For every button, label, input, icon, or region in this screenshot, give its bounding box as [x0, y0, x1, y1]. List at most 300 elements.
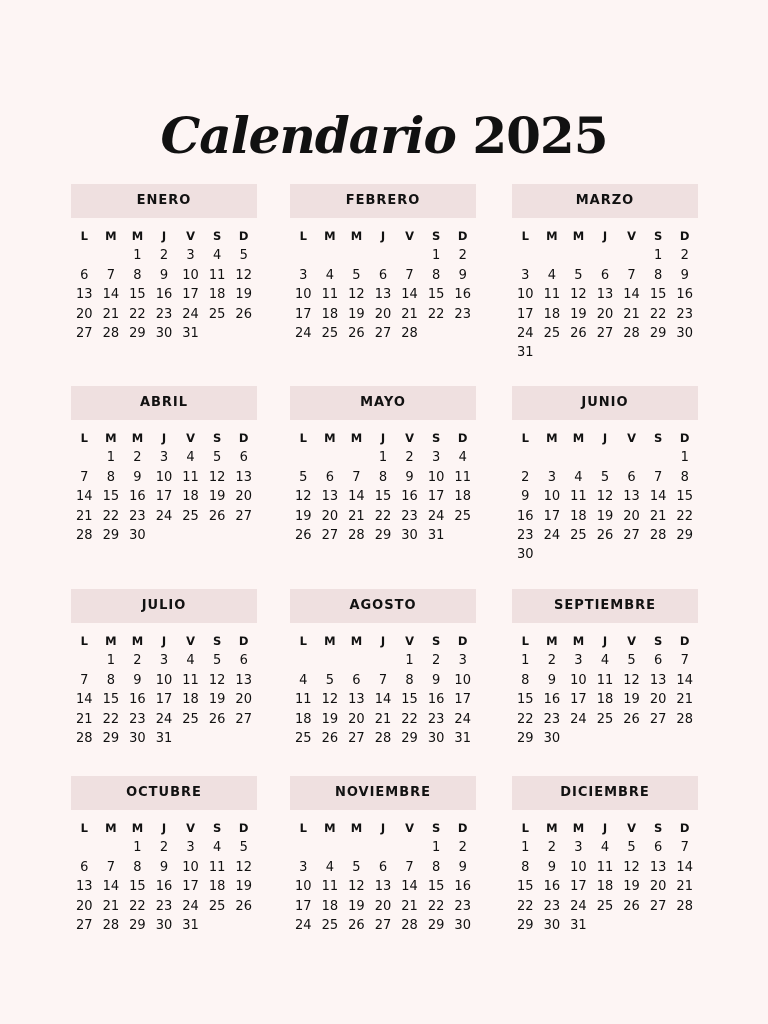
day-cell: 22 — [129, 306, 146, 322]
empty-cell — [317, 448, 344, 467]
day-cell: 17 — [182, 879, 199, 895]
day-cell: 9 — [159, 267, 169, 283]
day-cell: 26 — [321, 730, 339, 746]
day-cell: 4 — [325, 267, 334, 283]
day-cell: 30 — [517, 547, 534, 563]
day-cell: 2 — [159, 248, 169, 264]
day-cell: 24 — [427, 508, 445, 524]
empty-cell — [343, 448, 370, 467]
day-cell: 7 — [80, 672, 89, 688]
day-cell: 19 — [348, 898, 365, 914]
day-cell: 20 — [348, 711, 365, 727]
day-cell: 7 — [378, 672, 388, 688]
day-cell: 17 — [570, 879, 587, 895]
day-cell: 26 — [235, 898, 252, 914]
day-cell: 15 — [129, 287, 146, 303]
day-cell: 21 — [102, 306, 120, 322]
weekday-label: J — [161, 229, 167, 243]
day-cell: 13 — [374, 287, 392, 303]
day-cell: 15 — [374, 489, 392, 505]
weekday-label: S — [212, 634, 222, 648]
day-cell: 23 — [543, 898, 561, 914]
empty-cell — [98, 838, 125, 857]
weekday-label: M — [324, 229, 336, 243]
day-cell: 21 — [401, 898, 418, 914]
day-cell: 4 — [299, 672, 308, 688]
day-cell: 14 — [348, 489, 365, 505]
day-cell: 22 — [374, 508, 392, 524]
day-cell: 3 — [299, 267, 308, 283]
day-cell: 6 — [653, 840, 663, 856]
day-cell: 5 — [239, 248, 248, 264]
day-cell: 5 — [352, 859, 361, 875]
day-cell: 2 — [547, 840, 556, 856]
weekday-label: J — [380, 431, 386, 445]
day-cell: 7 — [680, 653, 689, 669]
day-cell: 10 — [427, 469, 445, 485]
day-cell: 15 — [649, 287, 667, 303]
day-cell: 12 — [295, 489, 312, 505]
day-cell: 20 — [649, 692, 667, 708]
day-cell: 27 — [623, 527, 640, 543]
day-cell: 28 — [649, 527, 667, 543]
day-cell: 6 — [600, 267, 610, 283]
weekday-label: V — [627, 634, 637, 648]
day-cell: 5 — [627, 653, 636, 669]
day-cell: 12 — [235, 267, 252, 283]
day-cell: 16 — [517, 508, 534, 524]
day-cell: 1 — [405, 653, 414, 669]
day-cell: 17 — [517, 306, 534, 322]
day-cell: 25 — [543, 325, 561, 341]
month-header: ABRIL — [71, 386, 257, 420]
day-cell: 27 — [76, 917, 93, 933]
weekday-label: D — [238, 634, 249, 648]
weekday-label: D — [457, 821, 468, 835]
day-cell: 15 — [102, 489, 120, 505]
day-cell: 22 — [517, 898, 534, 914]
day-cell: 21 — [76, 508, 93, 524]
day-cell: 4 — [600, 840, 610, 856]
day-cell: 18 — [182, 692, 199, 708]
day-cell: 8 — [521, 859, 530, 875]
empty-cell — [317, 246, 344, 265]
day-cell: 11 — [454, 469, 471, 485]
day-cell: 4 — [600, 653, 610, 669]
weekday-label: V — [186, 821, 196, 835]
day-cell: 3 — [458, 653, 467, 669]
day-cell: 28 — [401, 917, 418, 933]
day-cell: 13 — [76, 287, 93, 303]
title-script: Calendario — [160, 105, 456, 165]
empty-cell — [396, 246, 423, 265]
weekday-label: S — [212, 229, 222, 243]
day-cell: 30 — [543, 917, 561, 933]
day-cell: 3 — [186, 248, 195, 264]
day-cell: 9 — [547, 672, 556, 688]
day-cell: 14 — [401, 879, 418, 895]
day-cell: 27 — [374, 325, 392, 341]
weekday-label: L — [80, 821, 88, 835]
empty-cell — [343, 838, 370, 857]
day-cell: 31 — [182, 325, 199, 341]
day-cell: 20 — [76, 306, 93, 322]
weekday-label: J — [602, 634, 608, 648]
day-cell: 12 — [623, 672, 640, 688]
day-cell: 31 — [182, 917, 199, 933]
month-grid — [512, 819, 698, 935]
day-cell: 29 — [102, 527, 120, 543]
day-cell: 18 — [208, 879, 226, 895]
day-cell: 14 — [623, 287, 640, 303]
day-cell: 27 — [649, 898, 667, 914]
month-header: FEBRERO — [290, 184, 476, 218]
weekday-label: J — [602, 229, 608, 243]
day-cell: 20 — [374, 898, 392, 914]
weekday-label: J — [161, 821, 167, 835]
weekday-label: S — [431, 821, 441, 835]
day-cell: 10 — [454, 672, 471, 688]
day-cell: 14 — [649, 489, 667, 505]
day-cell: 27 — [321, 527, 339, 543]
empty-cell — [98, 246, 125, 265]
weekday-label: M — [105, 431, 117, 445]
day-cell: 12 — [321, 692, 339, 708]
day-cell: 30 — [155, 325, 173, 341]
weekday-label: M — [131, 821, 144, 835]
day-cell: 2 — [431, 653, 441, 669]
day-cell: 7 — [627, 267, 636, 283]
day-cell: 25 — [321, 325, 339, 341]
day-cell: 19 — [570, 306, 587, 322]
day-cell: 8 — [405, 672, 414, 688]
day-cell: 25 — [295, 730, 312, 746]
day-cell: 27 — [374, 917, 392, 933]
day-cell: 7 — [405, 859, 414, 875]
day-cell: 14 — [76, 692, 93, 708]
empty-cell — [290, 448, 317, 467]
month-marzo — [512, 184, 698, 363]
day-cell: 25 — [208, 898, 226, 914]
day-cell: 16 — [427, 692, 445, 708]
day-cell: 31 — [570, 917, 587, 933]
day-cell: 5 — [574, 267, 583, 283]
weekday-label: M — [350, 431, 363, 445]
day-cell: 7 — [405, 267, 414, 283]
day-cell: 4 — [458, 450, 467, 466]
day-cell: 10 — [570, 859, 587, 875]
day-cell: 5 — [352, 267, 361, 283]
day-cell: 13 — [649, 859, 667, 875]
month-grid — [290, 632, 476, 748]
day-cell: 27 — [649, 711, 667, 727]
day-cell: 5 — [627, 840, 636, 856]
weekday-label: V — [405, 821, 415, 835]
weekday-label: M — [324, 634, 336, 648]
day-cell: 2 — [458, 840, 467, 856]
day-cell: 20 — [596, 306, 614, 322]
day-cell: 23 — [401, 508, 418, 524]
day-cell: 6 — [378, 859, 388, 875]
day-cell: 12 — [596, 489, 614, 505]
weekday-label: M — [105, 821, 117, 835]
day-cell: 7 — [106, 267, 115, 283]
day-cell: 1 — [431, 248, 441, 264]
day-cell: 21 — [348, 508, 365, 524]
day-cell: 13 — [623, 489, 640, 505]
day-cell: 11 — [182, 469, 199, 485]
day-cell: 9 — [133, 672, 142, 688]
day-cell: 17 — [182, 287, 199, 303]
day-cell: 10 — [295, 879, 312, 895]
day-cell: 20 — [321, 508, 339, 524]
day-cell: 16 — [129, 692, 146, 708]
day-cell: 18 — [182, 489, 199, 505]
month-grid — [290, 429, 476, 545]
day-cell: 30 — [427, 730, 445, 746]
day-cell: 12 — [348, 287, 365, 303]
empty-cell — [565, 246, 592, 265]
day-cell: 9 — [521, 489, 530, 505]
month-grid — [512, 429, 698, 565]
day-cell: 4 — [325, 859, 334, 875]
day-cell: 1 — [521, 653, 530, 669]
day-cell: 13 — [235, 672, 252, 688]
weekday-label: L — [299, 229, 307, 243]
day-cell: 22 — [401, 711, 418, 727]
day-cell: 13 — [596, 287, 614, 303]
day-cell: 29 — [129, 325, 146, 341]
day-cell: 29 — [676, 527, 693, 543]
empty-cell — [370, 246, 397, 265]
day-cell: 26 — [208, 711, 226, 727]
day-cell: 23 — [129, 711, 146, 727]
day-cell: 18 — [596, 879, 614, 895]
day-cell: 2 — [521, 469, 530, 485]
day-cell: 28 — [401, 325, 418, 341]
day-cell: 6 — [378, 267, 388, 283]
day-cell: 27 — [76, 325, 93, 341]
weekday-label: V — [186, 634, 196, 648]
day-cell: 28 — [76, 527, 93, 543]
day-cell: 22 — [129, 898, 146, 914]
day-cell: 26 — [235, 306, 252, 322]
day-cell: 3 — [186, 840, 195, 856]
month-grid — [71, 429, 257, 545]
day-cell: 4 — [212, 248, 222, 264]
day-cell: 2 — [458, 248, 467, 264]
day-cell: 2 — [547, 653, 556, 669]
day-cell: 7 — [106, 859, 115, 875]
day-cell: 30 — [676, 325, 693, 341]
day-cell: 13 — [321, 489, 339, 505]
weekday-label: V — [627, 431, 637, 445]
empty-cell — [317, 651, 344, 670]
day-cell: 3 — [547, 469, 556, 485]
weekday-label: M — [131, 229, 144, 243]
day-cell: 6 — [627, 469, 636, 485]
weekday-label: M — [350, 821, 363, 835]
day-cell: 28 — [102, 917, 120, 933]
day-cell: 15 — [517, 692, 534, 708]
day-cell: 8 — [521, 672, 530, 688]
month-header: SEPTIEMBRE — [512, 589, 698, 623]
weekday-label: M — [572, 431, 585, 445]
day-cell: 11 — [570, 489, 587, 505]
day-cell: 17 — [454, 692, 471, 708]
day-cell: 9 — [547, 859, 556, 875]
day-cell: 9 — [133, 469, 142, 485]
day-cell: 1 — [133, 248, 142, 264]
day-cell: 3 — [574, 653, 583, 669]
day-cell: 30 — [401, 527, 418, 543]
day-cell: 7 — [352, 469, 361, 485]
day-cell: 19 — [623, 692, 640, 708]
day-cell: 21 — [676, 692, 693, 708]
day-cell: 26 — [596, 527, 614, 543]
day-cell: 19 — [208, 692, 226, 708]
weekday-label: L — [80, 634, 88, 648]
month-header: OCTUBRE — [71, 776, 257, 810]
day-cell: 16 — [676, 287, 693, 303]
day-cell: 3 — [159, 450, 169, 466]
day-cell: 21 — [102, 898, 120, 914]
day-cell: 14 — [76, 489, 93, 505]
empty-cell — [539, 448, 566, 467]
day-cell: 17 — [295, 898, 312, 914]
day-cell: 25 — [182, 711, 199, 727]
day-cell: 15 — [517, 879, 534, 895]
day-cell: 24 — [517, 325, 534, 341]
weekday-label: V — [405, 634, 415, 648]
day-cell: 8 — [431, 859, 441, 875]
day-cell: 6 — [352, 672, 361, 688]
day-cell: 10 — [543, 489, 561, 505]
month-header: JULIO — [71, 589, 257, 623]
weekday-label: M — [105, 634, 117, 648]
day-cell: 29 — [517, 730, 534, 746]
weekday-label: L — [80, 229, 88, 243]
day-cell: 26 — [295, 527, 312, 543]
day-cell: 16 — [543, 692, 561, 708]
weekday-label: J — [602, 821, 608, 835]
day-cell: 23 — [129, 508, 146, 524]
weekday-label: S — [212, 431, 222, 445]
day-cell: 23 — [454, 306, 471, 322]
day-cell: 14 — [676, 859, 693, 875]
day-cell: 13 — [374, 879, 392, 895]
day-cell: 20 — [235, 489, 252, 505]
empty-cell — [592, 246, 619, 265]
empty-cell — [539, 246, 566, 265]
day-cell: 16 — [401, 489, 418, 505]
day-cell: 18 — [321, 306, 339, 322]
day-cell: 13 — [348, 692, 365, 708]
day-cell: 30 — [129, 730, 146, 746]
day-cell: 11 — [295, 692, 312, 708]
day-cell: 8 — [680, 469, 689, 485]
day-cell: 1 — [133, 840, 142, 856]
day-cell: 4 — [186, 653, 195, 669]
month-header: NOVIEMBRE — [290, 776, 476, 810]
day-cell: 28 — [676, 711, 693, 727]
day-cell: 14 — [374, 692, 392, 708]
month-agosto — [290, 589, 476, 748]
weekday-label: D — [679, 229, 690, 243]
day-cell: 1 — [653, 248, 663, 264]
weekday-label: M — [324, 821, 336, 835]
empty-cell — [618, 448, 645, 467]
day-cell: 19 — [348, 306, 365, 322]
weekday-label: V — [405, 229, 415, 243]
day-cell: 13 — [76, 879, 93, 895]
day-cell: 10 — [517, 287, 534, 303]
weekday-label: M — [350, 634, 363, 648]
day-cell: 11 — [208, 267, 226, 283]
day-cell: 12 — [208, 469, 226, 485]
day-cell: 29 — [374, 527, 392, 543]
day-cell: 17 — [155, 692, 173, 708]
day-cell: 2 — [159, 840, 169, 856]
day-cell: 17 — [543, 508, 561, 524]
day-cell: 26 — [623, 711, 640, 727]
month-junio — [512, 386, 698, 565]
day-cell: 20 — [374, 306, 392, 322]
weekday-label: M — [572, 229, 585, 243]
day-cell: 28 — [102, 325, 120, 341]
day-cell: 15 — [102, 692, 120, 708]
day-cell: 14 — [401, 287, 418, 303]
day-cell: 4 — [212, 840, 222, 856]
day-cell: 29 — [102, 730, 120, 746]
day-cell: 9 — [159, 859, 169, 875]
day-cell: 3 — [159, 653, 169, 669]
day-cell: 17 — [427, 489, 445, 505]
day-cell: 7 — [680, 840, 689, 856]
month-header: ENERO — [71, 184, 257, 218]
day-cell: 11 — [182, 672, 199, 688]
empty-cell — [370, 651, 397, 670]
day-cell: 24 — [543, 527, 561, 543]
empty-cell — [370, 838, 397, 857]
day-cell: 26 — [623, 898, 640, 914]
month-grid — [71, 227, 257, 343]
month-mayo — [290, 386, 476, 545]
day-cell: 16 — [454, 287, 471, 303]
day-cell: 28 — [76, 730, 93, 746]
day-cell: 8 — [653, 267, 663, 283]
empty-cell — [71, 838, 98, 857]
day-cell: 12 — [348, 879, 365, 895]
day-cell: 18 — [295, 711, 312, 727]
weekday-label: L — [299, 634, 307, 648]
empty-cell — [71, 246, 98, 265]
day-cell: 17 — [570, 692, 587, 708]
empty-cell — [618, 246, 645, 265]
day-cell: 24 — [570, 711, 587, 727]
day-cell: 31 — [155, 730, 173, 746]
day-cell: 22 — [427, 898, 445, 914]
day-cell: 31 — [427, 527, 445, 543]
day-cell: 20 — [623, 508, 640, 524]
weekday-label: J — [380, 634, 386, 648]
day-cell: 22 — [649, 306, 667, 322]
day-cell: 9 — [405, 469, 414, 485]
weekday-label: V — [186, 229, 196, 243]
weekday-label: S — [431, 431, 441, 445]
weekday-label: V — [405, 431, 415, 445]
day-cell: 20 — [76, 898, 93, 914]
